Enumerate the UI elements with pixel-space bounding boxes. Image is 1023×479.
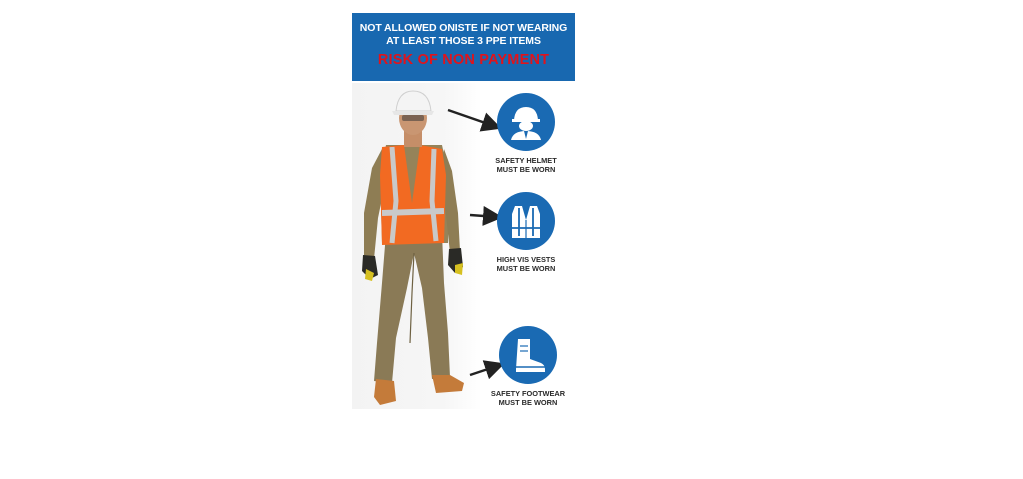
warning-text: RISK OF NON PAYMENT	[377, 52, 550, 68]
vest-icon	[497, 192, 555, 250]
vest-caption-line-1: HIGH VIS VESTS	[496, 255, 556, 264]
worker-figure	[352, 83, 482, 409]
footwear-caption-line-2: MUST BE WORN	[498, 398, 558, 407]
header-line-1: NOT ALLOWED ONISTE IF NOT WEARING	[359, 22, 568, 34]
helmet-icon	[497, 93, 555, 151]
ppe-poster	[352, 13, 575, 409]
sign-safety-helmet	[481, 93, 571, 174]
worker-illustration	[352, 83, 482, 409]
boot-icon	[499, 326, 557, 384]
helmet-caption-line-1: SAFETY HELMET	[495, 156, 557, 165]
header-line-2: AT LEAST THOSE 3 PPE ITEMS	[386, 35, 541, 47]
poster-header	[352, 13, 575, 81]
sign-high-vis-vest	[481, 192, 571, 273]
vest-caption-line-2: MUST BE WORN	[496, 264, 556, 273]
sign-safety-footwear	[483, 326, 573, 407]
footwear-caption-line-1: SAFETY FOOTWEAR	[490, 389, 566, 398]
helmet-caption-line-2: MUST BE WORN	[496, 165, 556, 174]
